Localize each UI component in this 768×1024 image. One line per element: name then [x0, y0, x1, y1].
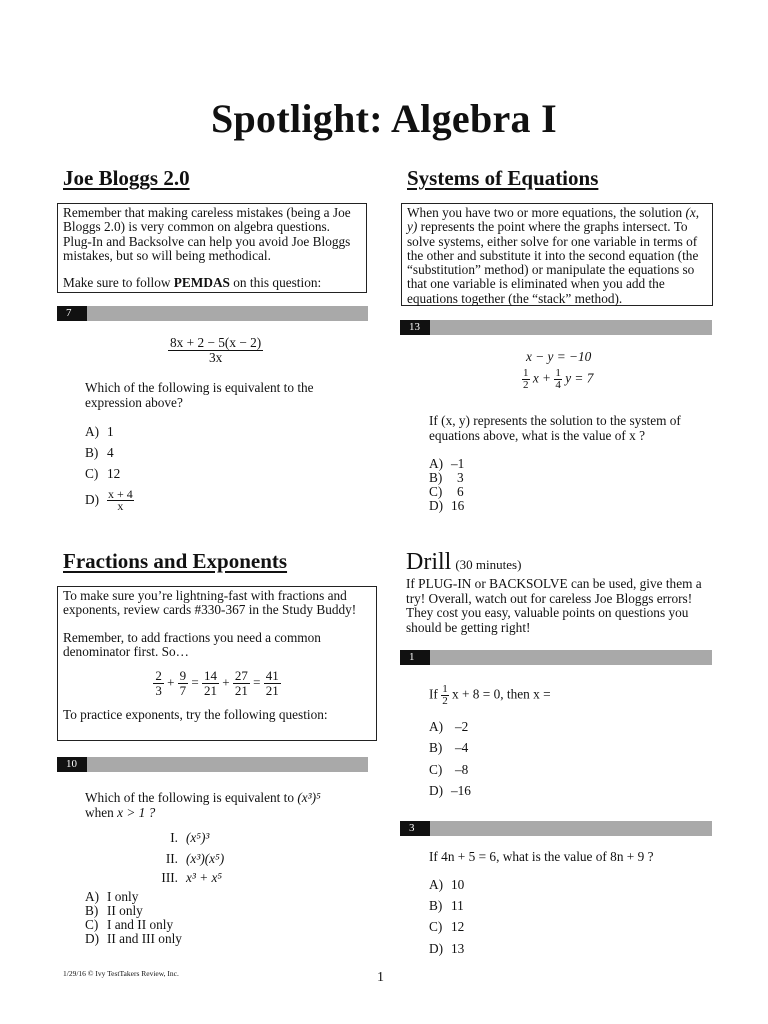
pemdas-instruction: Make sure to follow PEMDAS on this question:	[63, 275, 322, 291]
fractions-heading: Fractions and Exponents	[63, 549, 288, 573]
q3-choice-d[interactable]: D) 13	[429, 941, 465, 956]
q1-choice-a[interactable]: A) –2	[429, 719, 469, 734]
joe-bloggs-text: Remember that making careless mistakes (being a Joe Bloggs 2.0) is very common on algebra questions. Plug-In and Backsolve can help you avoid Joe Bloggs mistakes, but so will being methodical.	[63, 205, 351, 263]
drill-instructions: If PLUG-IN or BACKSOLVE can be used, give them a try! Overall, watch out for careless Joe Bloggs errors! They cost you easy, valuable points on questions you should be getting right!	[406, 576, 702, 635]
page-title: Spotlight: Algebra I	[210, 96, 558, 141]
q7-question: Which of the following is equivalent to the expression above?	[85, 380, 314, 410]
q7-choice-a[interactable]: A) 1	[85, 424, 114, 439]
q10-choice-c[interactable]: C) I and II only	[85, 917, 174, 932]
drill-heading: Drill (30 minutes)	[406, 549, 522, 575]
question-number: 13	[400, 320, 430, 335]
q13-question: If (x, y) represents the solution to the system of equations above, what is the value of x ?	[429, 413, 681, 443]
joe-bloggs-box	[57, 203, 367, 293]
systems-heading: Systems of Equations	[407, 166, 599, 190]
q3-choice-a[interactable]: A) 10	[429, 877, 465, 892]
q3-choice-b[interactable]: B) 11	[429, 898, 464, 913]
q10-option-3: III. x³ + x⁵	[161, 870, 223, 885]
fraction-sum: $\frac{2}{3}$ + $\frac{9}{7}$ = $\frac{14}{21}$ + $\frac{27}{21}$ = $\frac{41}{21}$	[155, 668, 279, 699]
q13-equation-2: $\frac{1}{2}$ x + $\frac{1}{4}$ y = 7	[523, 367, 594, 391]
page-number: 1	[377, 970, 384, 985]
q7-choice-c[interactable]: C) 12	[85, 466, 121, 481]
q1-choice-d[interactable]: D) –16	[429, 783, 471, 798]
q10-choice-a[interactable]: A) I only	[85, 889, 139, 904]
q13-choice-d[interactable]: D) 16	[429, 498, 465, 513]
fractions-text-1: To make sure you’re lightning-fast with fractions and exponents, review cards #330-367 in the Study Buddy!	[63, 588, 357, 618]
fractions-box	[57, 586, 377, 741]
question-bar-3	[400, 821, 712, 836]
q10-option-1: I. (x⁵)³	[170, 830, 210, 845]
q7-expression: $\frac{8x + 2 - 5(x - 2)}{3x}$	[170, 335, 262, 365]
q1-question: If $\frac{1}{2}$ x + 8 = 0, then x =	[429, 683, 551, 707]
q3-choice-c[interactable]: C) 12	[429, 919, 465, 934]
question-number: 1	[400, 650, 430, 665]
fractions-text-2: Remember, to add fractions you need a common denominator first. So…	[63, 629, 321, 659]
question-number: 10	[57, 757, 87, 772]
footer-copyright: 1/29/16 © Ivy TestTakers Review, Inc.	[63, 969, 179, 978]
question-bar-10	[57, 757, 368, 772]
q7-choice-d[interactable]: D) $\frac{x + 4}{x}$	[85, 487, 133, 513]
fractions-text-3: To practice exponents, try the following question:	[63, 707, 328, 723]
q10-choice-b[interactable]: B) II only	[85, 903, 143, 918]
question-number: 7	[57, 306, 87, 321]
question-bar-1	[400, 650, 712, 665]
question-bar-13	[400, 320, 712, 335]
q13-choice-b[interactable]: B) 3	[429, 470, 464, 485]
joe-bloggs-heading: Joe Bloggs 2.0	[63, 166, 190, 190]
q10-option-2: II. (x³)(x⁵)	[165, 851, 225, 866]
systems-box	[401, 203, 713, 306]
q1-choice-c[interactable]: C) –8	[429, 762, 469, 777]
systems-text: When you have two or more equations, the solution (x, y) represents the point where the graphs intersect. To solve systems, either solve for one variable in terms of the other and substitute it into the second equation (the “substitution” method) or manipulate the equations so that one variable is eliminated when you add the equations together (the “stack” method).	[407, 205, 700, 306]
q13-choice-c[interactable]: C) 6	[429, 484, 464, 499]
q10-question: Which of the following is equivalent to (x³)⁵ when x > 1 ?	[85, 790, 321, 820]
question-bar-7	[57, 306, 368, 321]
q10-choice-d[interactable]: D) II and III only	[85, 931, 182, 946]
q1-choice-b[interactable]: B) –4	[429, 740, 469, 755]
q3-question: If 4n + 5 = 6, what is the value of 8n + 9 ?	[429, 849, 654, 864]
question-number: 3	[400, 821, 430, 836]
q13-choice-a[interactable]: A) –1	[429, 456, 465, 471]
q7-choice-b[interactable]: B) 4	[85, 445, 114, 460]
q13-equation-1: x − y = −10	[526, 349, 592, 364]
